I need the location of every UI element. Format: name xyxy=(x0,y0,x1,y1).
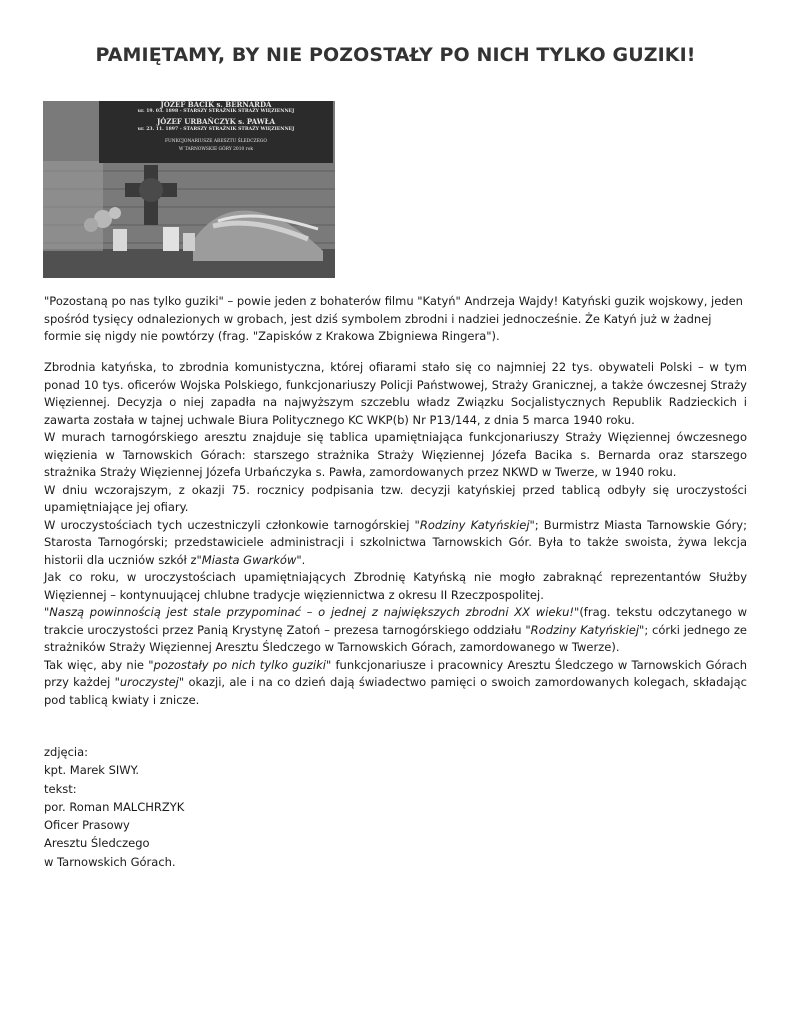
credit-line: por. Roman MALCHRZYK xyxy=(44,799,185,814)
article-title: PAMIĘTAMY, BY NIE POZOSTAŁY PO NICH TYLKO GUZIKI! xyxy=(95,44,696,66)
plaque-line: JÓZEF BACIK s. BERNARDA xyxy=(160,101,272,109)
credit-line: Oficer Prasowy xyxy=(44,818,130,833)
body-paragraph: "Naszą powinnością jest stale przypominać – o jednej z największych zbrodni XX wieku!"(frag. tekstu odczytanego w trakcie uroczystości przez Panią Krystynę Zatoń – prezesa tarnogórskiego oddziału "Rodziny Katyńskiej"; córki jednego ze strażników Straży Więziennej Aresztu Śledczego w Tarnowskich Górach, zamordowanego w Twerze). xyxy=(44,605,748,654)
plaque-line: ur. 19. 03. 1898 - STARSZY STRAŻNIK STRAŻY WIĘZIENNEJ xyxy=(137,109,295,114)
plaque xyxy=(99,101,333,163)
credit-line: zdjęcia: xyxy=(44,745,89,759)
body-paragraph: W murach tarnogórskiego aresztu znajduje się tablica upamiętniająca funkcjonariuszy Straży Więziennej ówczesnego więzienia w Tarnowskich Górach: starszego strażnika Straży Więziennej Józefa Bacika s. Bernarda oraz starszego strażnika Straży Więziennej Józefa Urbańczyka s. Pawła, zamordowanych przez NKWD w Twerze, w 1940 roku. xyxy=(44,430,747,479)
plaque-line: FUNKCJONARIUSZE ARESZTU ŚLEDCZEGO xyxy=(164,139,268,144)
credit-line: Aresztu Śledczego xyxy=(44,836,150,851)
article-body xyxy=(44,359,747,709)
body-paragraph: Tak więc, aby nie "pozostały po nich tylko guziki" funkcjonariusze i pracownicy Aresztu Śledczego w Tarnowskich Górach przy każdej "uroczystej" okazji, ale i na co dzień dają świadectwo pamięci o swoich zamordowanych kolegach, składając pod tablicą kwiaty i znicze. xyxy=(44,657,747,707)
body-paragraph: W dniu wczorajszym, z okazji 75. rocznicy podpisania tzw. decyzji katyńskiej przed tablicą odbyły się uroczystości upamiętniające jej ofiary. xyxy=(44,482,747,514)
body-paragraph: Jak co roku, w uroczystościach upamiętniających Zbrodnię Katyńską nie mogło zabraknąć reprezentantów Służby Więziennej – kontynuującej chlubne tradycje więziennictwa z okresu II Rzeczpospolitej. xyxy=(44,570,747,602)
plaque-line: W TARNOWSKIE GÓRY 2010 rok xyxy=(178,147,254,152)
intro-paragraph: "Pozostaną po nas tylko guziki" – powie jeden z bohaterów filmu "Katyń" Andrzeja Wajdy! Katyński guzik wojskowy, jeden spośród tysięcy odnalezionych w grobach, jest dziś symbolem zbrodni i nadziei jednocześnie. Że Katyń już w żadnej formie się nigdy nie powtórzy (frag. "Zapisków z Krakowa Zbigniewa Ringera"). xyxy=(44,294,743,343)
credit-line: kpt. Marek SIWY. xyxy=(44,763,140,778)
credit-line: tekst: xyxy=(44,781,77,796)
credit-line: w Tarnowskich Górach. xyxy=(44,854,176,869)
body-paragraph: W uroczystościach tych uczestniczyli członkowie tarnogórskiej "Rodziny Katyńskiej"; Burmistrz Miasta Tarnowskie Góry; Starosta Tarnogórski; przedstawiciele administracji i szkolnictwa Tarnowskich Gór. Była to także swoista, żywa lekcja historii dla uczniów szkół z"Miasta Gwarków". xyxy=(44,517,747,567)
body-paragraph: Zbrodnia katyńska, to zbrodnia komunistyczna, której ofiarami stało się co najmniej 22 tys. obywateli Polski – w tym ponad 10 tys. oficerów Wojska Polskiego, funkcjonariuszy Policji Państwowej, Straży Granicznej, a także ówczesnej Straży Więziennej. Decyzja o niej zapadła na najwyższym szczeblu władz Związku Socjalistycznych Republik Radzieckich i zawarta została w tajnej uchwale Biura Politycznego KC WKP(b) Nr P13/144, z dnia 5 marca 1940 roku. xyxy=(44,360,747,427)
plaque-line: JÓZEF URBAŃCZYK s. PAWŁA xyxy=(156,117,276,126)
memorial-plaque-photo xyxy=(43,101,335,278)
credits xyxy=(44,743,184,871)
plaque-line: ur. 23. 11. 1897 - STARSZY STRAŻNIK STRAŻY WIĘZIENNEJ xyxy=(137,127,295,132)
